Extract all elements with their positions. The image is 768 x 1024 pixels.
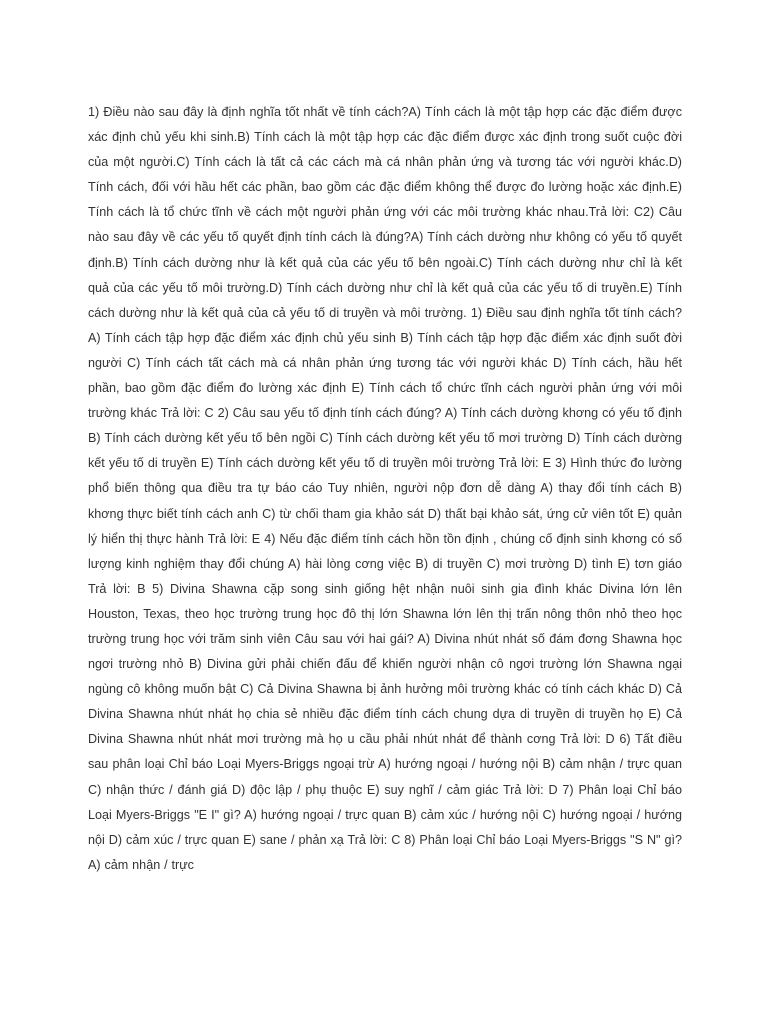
document-body-text: 1) Điều nào sau đây là định nghĩa tốt nhất về tính cách?A) Tính cách là một tập hợp các đặc điểm được xác định chủ yếu khi sinh.B) Tính cách là một tập hợp các đặc điểm được xác định trong suốt cuộc đời của một người.C) Tính cách là tất cả các cách mà cá nhân phản ứng và tương tác với người khác.D) Tính cách, đối với hầu hết các phần, bao gồm các đặc điểm không thể được đo lường hoặc xác định.E) Tính cách là tổ chức tĩnh về cách một người phản ứng với các môi trường khác nhau.Trả lời: C2) Câu nào sau đây về các yếu tố quyết định tính cách là đúng?A) Tính cách dường như không có yếu tố quyết định.B) Tính cách dường như là kết quả của các yếu tố bên ngoài.C) Tính cách dường như chỉ là kết quả của các yếu tố môi trường.D) Tính cách dường như chỉ là kết quả của các yếu tố di truyền.E) Tính cách dường như là kết quả của cả yếu tố di truyền và môi trường. 1) Điều sau định nghĩa tốt tính cách? A) Tính cách tập hợp đặc điểm xác định chủ yếu sinh B) Tính cách tập hợp đặc điểm xác định suốt đời người C) Tính cách tất cách mà cá nhân phản ứng tương tác với người khác D) Tính cách, hầu hết phần, bao gồm đặc điểm đo lường xác định E) Tính cách tổ chức tĩnh cách người phản ứng với môi trường khác Trả lời: C 2) Câu sau yếu tố định tính cách đúng? A) Tính cách dường khơng có yếu tố định B) Tính cách dường kết yếu tố bên ngồi C) Tính cách dường kết yếu tố mơi trường D) Tính cách dường kết yếu tố di truyền E) Tính cách dường kết yếu tố di truyền môi trường Trả lời: E 3) Hình thức đo lường phổ biến thông qua điều tra tự báo cáo Tuy nhiên, người nộp đơn dễ dàng A) thay đổi tính cách B) khơng thực biết tính cách anh C) từ chối tham gia khảo sát D) thất bại khảo sát, ứng cử viên tốt E) quản lý hiển thị thực hành Trả lời: E 4) Nếu đặc điểm tính cách hồn tồn định , chúng cố định sinh khơng có số lượng kinh nghiệm thay đổi chúng A) hài lòng cơng việc B) di truyền C) mơi trường D) tình E) tơn giáo Trả lời: B 5) Divina Shawna cặp song sinh giống hệt nhận nuôi sinh gia đình khác Divina lớn lên Houston, Texas, theo học trường trung học đô thị lớn Shawna lớn lên thị trấn nông thôn nhỏ theo học trường trung học với trăm sinh viên Câu sau với hai gái? A) Divina nhút nhát số đám đơng Shawna học ngơi trường nhỏ B) Divina gửi phải chiến đấu để khiến người nhận cô ngơi trường lớn Shawna ngại ngùng cô không muốn bật C) Cả Divina Shawna bị ảnh hưởng môi trường khác có tính cách khác D) Cả Divina Shawna nhút nhát họ chia sẻ nhiều đặc điểm tính cách chung dựa di truyền di truyền họ E) Cả Divina Shawna nhút nhát mơi trường mà họ u cầu phải nhút nhát để thành cơng Trả lời: D 6) Tất điều sau phân loại Chỉ báo Loại Myers-Briggs ngoại trừ A) hướng ngoại / hướng nội B) cảm nhận / trực quan C) nhận thức / đánh giá D) độc lập / phụ thuộc E) suy nghĩ / cảm giác Trả lời: D 7) Phân loại Chỉ báo Loại Myers-Briggs "E I" gì? A) hướng ngoại / trực quan B) cảm xúc / hướng nội C) hướng ngoại / hướng nội D) cảm xúc / trực quan E) sane / phản xạ Trả lời: C 8) Phân loại Chỉ báo Loại Myers-Briggs "S N" gì? A) cảm nhận / trực — [88, 105, 682, 872]
